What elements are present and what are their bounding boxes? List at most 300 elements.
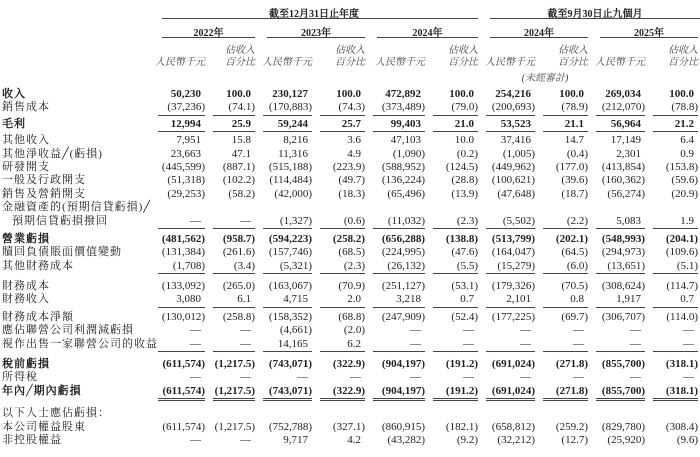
row-label: 視作出售一家聯營公司的收益 xyxy=(2,337,158,350)
row-label: 非控股權益 xyxy=(2,433,62,446)
percent-label-line1: 佔收入 xyxy=(448,45,478,56)
row-label: 金融資產的(預期信貸虧損)╱ xyxy=(2,201,151,214)
row-label: 本公司權益股東 xyxy=(2,420,86,433)
amount-cell: (25,920) xyxy=(607,433,645,446)
row-label: 毛利 xyxy=(2,117,26,130)
percent-label xyxy=(645,45,698,69)
percent-cell: 100.0 xyxy=(559,88,584,100)
divider xyxy=(490,18,700,19)
amount-cell: (691,024) xyxy=(491,358,535,371)
amount-cell: 4,715 xyxy=(263,293,312,307)
table-row xyxy=(0,407,700,420)
amount-cell xyxy=(263,407,312,420)
percent-cell: (327.1) xyxy=(332,420,365,433)
table-row xyxy=(0,88,700,101)
amount-cell: (13,651) xyxy=(596,260,645,274)
percent-cell: — xyxy=(683,371,694,384)
table-row xyxy=(0,311,700,324)
percent-cell: (58.2) xyxy=(228,187,255,200)
percent-cell: — xyxy=(463,324,474,337)
amount-cell: (1,708) xyxy=(158,260,205,274)
row-label: 年內╱期內虧損 xyxy=(2,384,82,397)
percent-cell: 14.7 xyxy=(564,134,584,147)
amount-cell: 23,663 xyxy=(170,147,201,160)
amount-cell: (860,915) xyxy=(381,420,425,433)
table-row xyxy=(0,371,700,384)
row-label: 贖回負債賬面價值變動 xyxy=(2,246,122,259)
percent-cell: (202.1) xyxy=(555,232,588,245)
table-row xyxy=(0,161,700,174)
row-label: 財務收入 xyxy=(2,293,50,306)
amount-cell: (904,197) xyxy=(381,358,425,371)
percent-cell: (12.7) xyxy=(561,433,588,446)
percent-cell: (5.1) xyxy=(653,260,698,274)
amount-cell: (130,012) xyxy=(161,310,205,323)
amount-cell: (200,693) xyxy=(486,101,535,115)
amount-cell: (164,047) xyxy=(491,246,535,259)
amount-cell: (42,000) xyxy=(274,187,312,200)
percent-cell: (138.8) xyxy=(445,232,478,245)
amount-cell: (481,562) xyxy=(161,232,205,245)
amount-cell: (373,489) xyxy=(373,101,425,115)
percent-cell: 21.0 xyxy=(433,118,478,132)
amount-unit-label: 人民幣千元 xyxy=(262,57,312,68)
percent-cell: (6.0) xyxy=(543,260,588,274)
table-row xyxy=(0,188,700,201)
percent-cell: — xyxy=(573,324,584,337)
divider xyxy=(600,37,698,38)
amount-unit-label: 人民幣千元 xyxy=(595,57,645,68)
table-row xyxy=(0,118,700,131)
amount-cell: (691,024) xyxy=(486,385,535,401)
percent-cell: (102.2) xyxy=(222,174,255,187)
percent-label-line2: 百分比 xyxy=(335,57,365,68)
row-label: 銷售及營銷開支 xyxy=(2,187,86,200)
percent-cell: (78.9) xyxy=(543,101,588,115)
year-header: 2024年 xyxy=(524,28,554,39)
amount-cell: 9,717 xyxy=(283,433,308,446)
percent-cell: (20.9) xyxy=(671,187,698,200)
table-row xyxy=(0,246,700,259)
row-label: 研發開支 xyxy=(2,160,50,173)
percent-cell: 0.7 xyxy=(433,293,478,307)
amount-cell: (32,212) xyxy=(497,433,535,446)
percent-cell: (124.5) xyxy=(445,160,478,173)
percent-cell: (114.0) xyxy=(666,310,698,323)
amount-cell: (1,327) xyxy=(263,215,312,229)
percent-label-line1: 佔收入 xyxy=(335,45,365,56)
percent-cell: (18.3) xyxy=(338,187,365,200)
percent-cell: — xyxy=(573,371,584,384)
amount-cell: (855,700) xyxy=(596,385,645,401)
percent-cell: 21.2 xyxy=(653,118,698,132)
amount-cell: (4,661) xyxy=(279,324,312,337)
percent-label-line2: 百分比 xyxy=(668,57,698,68)
percent-cell: (114.7) xyxy=(666,280,698,293)
percent-cell: 2.0 xyxy=(320,293,365,307)
amount-cell: — xyxy=(410,371,421,384)
percent-cell: (49.7) xyxy=(338,174,365,187)
percent-cell: (2.3) xyxy=(433,215,478,229)
percent-cell: — xyxy=(653,338,698,352)
row-label: 應佔聯營公司利潤減虧損 xyxy=(2,324,134,337)
amount-cell: — xyxy=(520,324,531,337)
amount-cell: (445,599) xyxy=(161,160,205,173)
amount-cell xyxy=(486,201,535,214)
amount-cell: — xyxy=(410,324,421,337)
percent-cell: (259.2) xyxy=(555,420,588,433)
divider xyxy=(162,18,478,19)
amount-cell: (100,621) xyxy=(491,174,535,187)
amount-cell: (247,909) xyxy=(381,310,425,323)
amount-cell: (588,952) xyxy=(381,160,425,173)
table-row xyxy=(0,233,700,246)
table-row xyxy=(0,201,700,214)
header-period-year: 截至12月31日止年度 xyxy=(269,9,359,20)
amount-cell: (177,225) xyxy=(491,310,535,323)
table-row xyxy=(0,434,700,447)
table-row xyxy=(0,174,700,187)
percent-cell: (271.8) xyxy=(555,358,588,371)
amount-cell: (5,502) xyxy=(486,215,535,229)
percent-cell: (18.7) xyxy=(561,187,588,200)
amount-cell: (212,070) xyxy=(596,101,645,115)
percent-cell: (0.2) xyxy=(456,147,478,160)
amount-cell: (413,854) xyxy=(601,160,645,173)
amount-cell: (224,995) xyxy=(381,246,425,259)
percent-cell: 6.2 xyxy=(320,338,365,352)
amount-cell: (136,224) xyxy=(381,174,425,187)
percent-cell xyxy=(320,407,365,420)
percent-cell: 6.1 xyxy=(213,293,255,307)
amount-cell: 99,403 xyxy=(373,118,425,132)
percent-cell: 1.9 xyxy=(653,215,698,229)
amount-cell: (11,032) xyxy=(373,215,425,229)
amount-cell: — xyxy=(630,324,641,337)
percent-cell: — xyxy=(240,371,251,384)
amount-cell xyxy=(373,201,425,214)
amount-cell: 37,416 xyxy=(500,134,531,147)
row-label: 其他財務成本 xyxy=(2,259,74,272)
amount-cell xyxy=(263,201,312,214)
percent-cell: (0.6) xyxy=(320,215,365,229)
percent-cell: 4.9 xyxy=(347,147,361,160)
amount-cell xyxy=(373,407,425,420)
amount-cell: 14,165 xyxy=(263,338,312,352)
row-label: 營業虧損 xyxy=(2,232,50,245)
amount-cell: 56,964 xyxy=(596,118,645,132)
row-label: 財務成本 xyxy=(2,280,50,293)
percent-cell: (74.1) xyxy=(213,101,255,115)
percent-cell xyxy=(543,201,588,214)
percent-cell: (2.0) xyxy=(343,324,365,337)
percent-cell: (258.2) xyxy=(332,232,365,245)
table-row xyxy=(0,385,700,398)
percent-label-line1: 佔收入 xyxy=(558,45,588,56)
amount-cell xyxy=(158,201,205,214)
amount-cell: (56,274) xyxy=(607,187,645,200)
amount-cell: (611,574) xyxy=(158,385,205,401)
amount-unit-label: 人民幣千元 xyxy=(485,57,535,68)
table-row xyxy=(0,215,700,228)
percent-cell: — xyxy=(683,324,694,337)
percent-cell xyxy=(213,201,255,214)
percent-cell: (74.3) xyxy=(320,101,365,115)
amount-cell: (656,288) xyxy=(381,232,425,245)
header-period-nine: 截至9月30日止九個月 xyxy=(547,9,643,20)
percent-cell: — xyxy=(350,371,361,384)
table-row xyxy=(0,101,700,114)
percent-cell: (2.2) xyxy=(543,215,588,229)
year-header: 2023年 xyxy=(301,28,331,39)
percent-cell: (204.1) xyxy=(665,232,698,245)
percent-cell: (958.7) xyxy=(222,232,255,245)
percent-cell: 0.8 xyxy=(543,293,588,307)
amount-cell: — xyxy=(486,338,535,352)
amount-cell: (47,648) xyxy=(497,187,535,200)
amount-cell: (158,352) xyxy=(268,310,312,323)
amount-cell: (829,780) xyxy=(601,420,645,433)
percent-cell: 100.0 xyxy=(226,88,251,100)
percent-cell: (1,217.5) xyxy=(214,358,255,371)
percent-cell: (70.9) xyxy=(338,280,365,293)
amount-cell: (743,071) xyxy=(263,385,312,401)
divider xyxy=(162,37,255,38)
row-label: 所得稅 xyxy=(2,371,38,384)
percent-cell: (153.8) xyxy=(665,160,698,173)
table-row xyxy=(0,421,700,434)
amount-cell: (160,362) xyxy=(601,174,645,187)
divider xyxy=(377,37,478,38)
percent-label-line2: 百分比 xyxy=(225,57,255,68)
percent-cell: (70.5) xyxy=(561,280,588,293)
row-label: 一般及行政開支 xyxy=(2,174,86,187)
percent-cell: (318.1) xyxy=(665,358,698,371)
percent-cell: (223.9) xyxy=(332,160,365,173)
table-row xyxy=(0,358,700,371)
percent-cell xyxy=(653,201,698,214)
percent-label-line1: 佔收入 xyxy=(668,45,698,56)
percent-cell: (79.0) xyxy=(433,101,478,115)
row-label: 財務成本淨額 xyxy=(2,310,74,323)
row-label: 以下人士應佔虧損： xyxy=(2,407,110,420)
percent-cell: (177.0) xyxy=(555,160,588,173)
amount-cell: (51,318) xyxy=(167,174,205,187)
percent-cell: (109.6) xyxy=(665,246,698,259)
percent-cell: 0.9 xyxy=(680,147,694,160)
amount-cell: 254,216 xyxy=(495,88,531,100)
amount-cell: (743,071) xyxy=(268,358,312,371)
year-header: 2024年 xyxy=(412,28,443,39)
amount-unit-label: 人民幣千元 xyxy=(155,57,205,68)
percent-cell: (52.4) xyxy=(451,310,478,323)
year-header: 2022年 xyxy=(193,28,224,39)
amount-cell: (157,746) xyxy=(268,246,312,259)
row-label: 其他淨收益╱(虧損) xyxy=(2,147,103,160)
amount-cell: 230,127 xyxy=(272,88,308,100)
percent-cell: (3.4) xyxy=(213,260,255,274)
amount-cell: 472,892 xyxy=(385,88,421,100)
percent-cell: (13.9) xyxy=(451,187,478,200)
percent-cell xyxy=(543,407,588,420)
percent-cell: 0.7 xyxy=(653,293,698,307)
amount-cell: (611,574) xyxy=(162,420,205,433)
amount-cell: (513,799) xyxy=(491,232,535,245)
amount-cell: 59,244 xyxy=(263,118,312,132)
percent-cell: (9.6) xyxy=(676,433,698,446)
table-row xyxy=(0,134,700,147)
amount-cell: (306,707) xyxy=(601,310,645,323)
amount-cell: 7,951 xyxy=(176,134,201,147)
amount-cell: 5,083 xyxy=(596,215,645,229)
amount-cell: 47,103 xyxy=(390,134,421,147)
percent-cell: 25.9 xyxy=(213,118,255,132)
percent-cell: (191.2) xyxy=(445,358,478,371)
percent-cell: (322.9) xyxy=(320,385,365,401)
row-label: 預期信貸虧損撥回 xyxy=(12,214,108,227)
amount-cell: (658,812) xyxy=(491,420,535,433)
table-row xyxy=(0,338,700,351)
amount-cell: (37,236) xyxy=(158,101,205,115)
amount-cell: (133,092) xyxy=(161,280,205,293)
amount-cell: (170,883) xyxy=(263,101,312,115)
amount-cell: — xyxy=(190,433,201,446)
income-statement-table xyxy=(0,88,700,447)
percent-cell: — xyxy=(240,324,251,337)
row-label: 其他收入 xyxy=(2,134,50,147)
percent-cell: — xyxy=(543,338,588,352)
percent-cell: (28.8) xyxy=(451,174,478,187)
percent-cell: 100.0 xyxy=(336,88,361,100)
percent-cell: 100.0 xyxy=(669,88,694,100)
amount-cell: 53,523 xyxy=(486,118,535,132)
percent-cell: 4.2 xyxy=(347,433,361,446)
percent-cell xyxy=(433,407,478,420)
amount-cell xyxy=(596,407,645,420)
amount-cell: — xyxy=(520,371,531,384)
amount-cell: (294,973) xyxy=(601,246,645,259)
percent-cell: (258.8) xyxy=(222,310,255,323)
percent-cell: (47.6) xyxy=(451,246,478,259)
divider xyxy=(267,37,365,38)
amount-cell: (308,624) xyxy=(601,280,645,293)
percent-label-line2: 百分比 xyxy=(558,57,588,68)
amount-cell: (594,223) xyxy=(268,232,312,245)
amount-cell: (752,788) xyxy=(268,420,312,433)
amount-cell: (163,067) xyxy=(268,280,312,293)
amount-cell: — xyxy=(630,371,641,384)
amount-cell: (114,484) xyxy=(269,174,312,187)
amount-cell: (611,574) xyxy=(162,358,205,371)
percent-cell: 3.6 xyxy=(347,134,361,147)
percent-cell: (39.6) xyxy=(561,174,588,187)
amount-cell: 2,101 xyxy=(486,293,535,307)
amount-cell: — xyxy=(596,338,645,352)
percent-cell: (9.2) xyxy=(456,433,478,446)
percent-cell: (1,217.5) xyxy=(214,420,255,433)
amount-cell: (1,005) xyxy=(502,147,535,160)
table-row xyxy=(0,148,700,161)
amount-cell: (65,496) xyxy=(387,187,425,200)
percent-cell: (261.6) xyxy=(222,246,255,259)
divider xyxy=(490,37,588,38)
unaudited-label: (未經審計) xyxy=(521,73,569,84)
percent-cell: — xyxy=(213,338,255,352)
percent-cell: (64.5) xyxy=(561,246,588,259)
amount-cell: (449,962) xyxy=(491,160,535,173)
amount-cell xyxy=(486,407,535,420)
amount-cell: (855,700) xyxy=(601,358,645,371)
percent-cell: (68.5) xyxy=(338,246,365,259)
amount-cell: (1,090) xyxy=(392,147,425,160)
percent-cell: (265.0) xyxy=(222,280,255,293)
percent-cell xyxy=(433,201,478,214)
percent-cell: (2.3) xyxy=(320,260,365,274)
percent-cell: (69.7) xyxy=(561,310,588,323)
percent-cell: — xyxy=(463,371,474,384)
percent-cell: (59.6) xyxy=(671,174,698,187)
table-row xyxy=(0,293,700,306)
percent-cell: (0.4) xyxy=(566,147,588,160)
percent-cell: 25.7 xyxy=(320,118,365,132)
percent-cell xyxy=(213,407,255,420)
percent-cell: 6.4 xyxy=(680,134,694,147)
amount-cell: 12,994 xyxy=(158,118,205,132)
percent-cell: 15.8 xyxy=(231,134,251,147)
percent-cell: (322.9) xyxy=(332,358,365,371)
amount-cell: (131,384) xyxy=(161,246,205,259)
percent-cell: (271.8) xyxy=(543,385,588,401)
percent-cell: (53.1) xyxy=(451,280,478,293)
year-header: 2025年 xyxy=(634,28,664,39)
percent-cell xyxy=(320,201,365,214)
amount-cell: — xyxy=(297,371,308,384)
amount-cell xyxy=(158,407,205,420)
amount-cell: (904,197) xyxy=(373,385,425,401)
amount-cell: — xyxy=(158,338,205,352)
table-row xyxy=(0,280,700,293)
row-label: 銷售成本 xyxy=(2,101,50,114)
percent-cell: (887.1) xyxy=(222,160,255,173)
amount-cell: (548,993) xyxy=(601,232,645,245)
percent-cell: (1,217.5) xyxy=(213,385,255,401)
table-row xyxy=(0,260,700,273)
percent-cell: (78.8) xyxy=(653,101,698,115)
amount-cell: (179,326) xyxy=(491,280,535,293)
amount-cell: 2,301 xyxy=(616,147,641,160)
percent-cell: (318.1) xyxy=(653,385,698,401)
percent-cell xyxy=(653,407,698,420)
percent-cell: (68.8) xyxy=(338,310,365,323)
amount-cell: (515,188) xyxy=(268,160,312,173)
amount-cell: 269,034 xyxy=(605,88,641,100)
amount-cell: 1,917 xyxy=(596,293,645,307)
amount-unit-label: 人民幣千元 xyxy=(375,57,425,68)
percent-cell: 10.0 xyxy=(454,134,474,147)
amount-cell: (29,253) xyxy=(167,187,205,200)
amount-cell: (251,127) xyxy=(381,280,425,293)
percent-cell: — xyxy=(240,433,251,446)
row-label: 稅前虧損 xyxy=(2,358,50,371)
percent-cell: (308.4) xyxy=(665,420,698,433)
amount-cell: — xyxy=(373,338,425,352)
percent-cell: 21.1 xyxy=(543,118,588,132)
amount-cell: 3,218 xyxy=(373,293,425,307)
percent-cell: 47.1 xyxy=(231,147,251,160)
percent-label-line2: 百分比 xyxy=(448,57,478,68)
percent-label-line1: 佔收入 xyxy=(225,45,255,56)
amount-cell: — xyxy=(190,324,201,337)
